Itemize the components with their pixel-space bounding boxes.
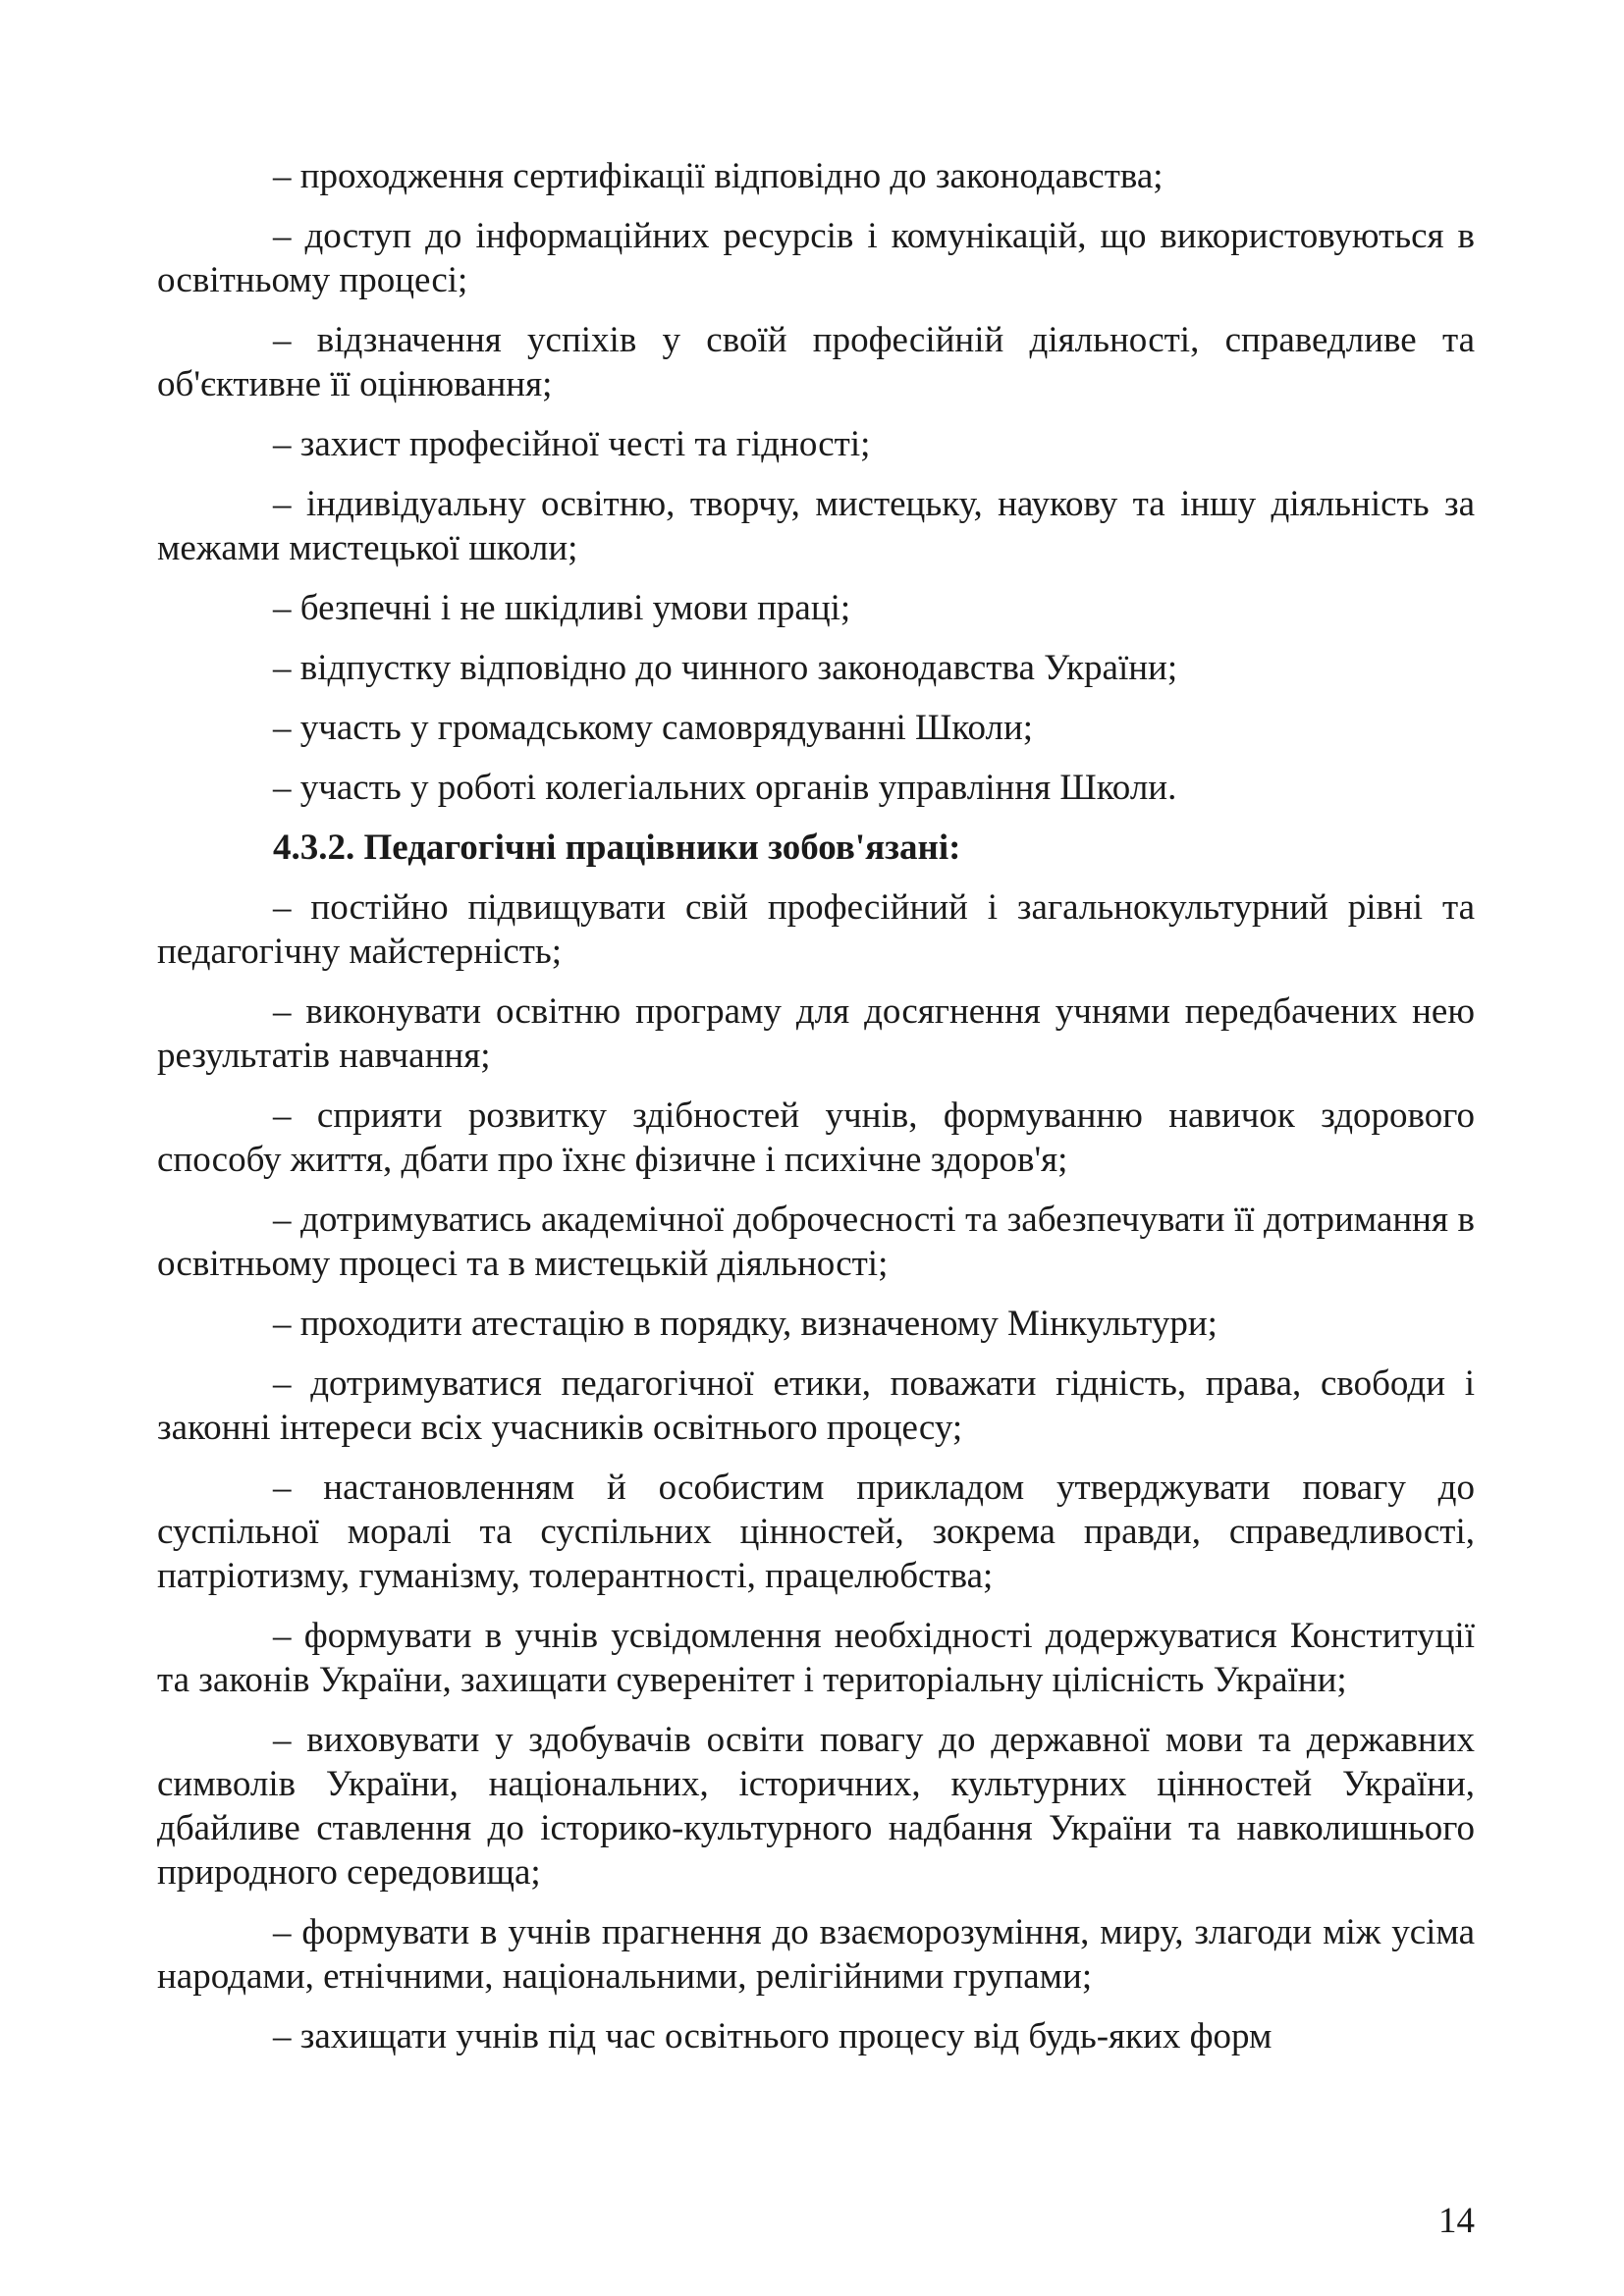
list-item: – постійно підвищувати свій професійний і загальнокультурний рівні та педагогічну майстерність; <box>157 887 1475 972</box>
list-item: – формувати в учнів прагнення до взаєморозуміння, миру, злагоди між усіма народами, етнічними, національними, релігійними групами; <box>157 1912 1475 1997</box>
list-item: – настановленням й особистим прикладом утверджувати повагу до суспільної моралі та суспільних цінностей, зокрема правди, справедливості, патріотизму, гуманізму, толерантності, працелюбства; <box>157 1468 1475 1596</box>
duties-list <box>157 885 1475 2058</box>
list-item: – безпечні і не шкідливі умови праці; <box>273 588 851 628</box>
list-item: – захист професійної честі та гідності; <box>273 424 871 464</box>
list-item: – проходити атестацію в порядку, визначеному Мінкультури; <box>273 1304 1218 1344</box>
list-item: – відзначення успіхів у своїй професійній діяльності, справедливе та об'єктивне її оцінювання; <box>157 320 1475 404</box>
page-number: 14 <box>1438 2201 1475 2241</box>
list-item: – виконувати освітню програму для досягнення учнями передбачених нею результатів навчання; <box>157 991 1475 1076</box>
section-heading: 4.3.2. Педагогічні працівники зобов'язані: <box>273 828 961 868</box>
list-item: – формувати в учнів усвідомлення необхідності додержуватися Конституції та законів України, захищати суверенітет і територіальну цілісність України; <box>157 1616 1475 1700</box>
list-item: – дотримуватися педагогічної етики, поважати гідність, права, свободи і законні інтереси всіх учасників освітнього процесу; <box>157 1363 1475 1448</box>
list-item: – участь у роботі колегіальних органів управління Школи. <box>273 768 1177 808</box>
list-item: – проходження сертифікації відповідно до законодавства; <box>273 156 1164 196</box>
list-item: – сприяти розвитку здібностей учнів, формуванню навичок здорового способу життя, дбати про їхнє фізичне і психічне здоров'я; <box>157 1095 1475 1180</box>
list-item: – доступ до інформаційних ресурсів і комунікацій, що використовуються в освітньому процесі; <box>157 216 1475 300</box>
list-item: – дотримуватись академічної доброчесності та забезпечувати її дотримання в освітньому процесі та в мистецькій діяльності; <box>157 1200 1475 1284</box>
page-content <box>157 154 1475 2074</box>
list-item: – захищати учнів під час освітнього процесу від будь-яких форм <box>273 2016 1272 2056</box>
list-item: – відпустку відповідно до чинного законодавства України; <box>273 648 1178 688</box>
list-item: – участь у громадському самоврядуванні Школи; <box>273 708 1034 748</box>
rights-list <box>157 154 1475 810</box>
list-item: – виховувати у здобувачів освіти повагу до державної мови та державних символів України, національних, історичних, культурних цінностей України, дбайливе ставлення до історико-культурного надбання України та навколишнього природного середовища; <box>157 1720 1475 1893</box>
list-item: – індивідуальну освітню, творчу, мистецьку, наукову та іншу діяльність за межами мистецької школи; <box>157 484 1475 568</box>
